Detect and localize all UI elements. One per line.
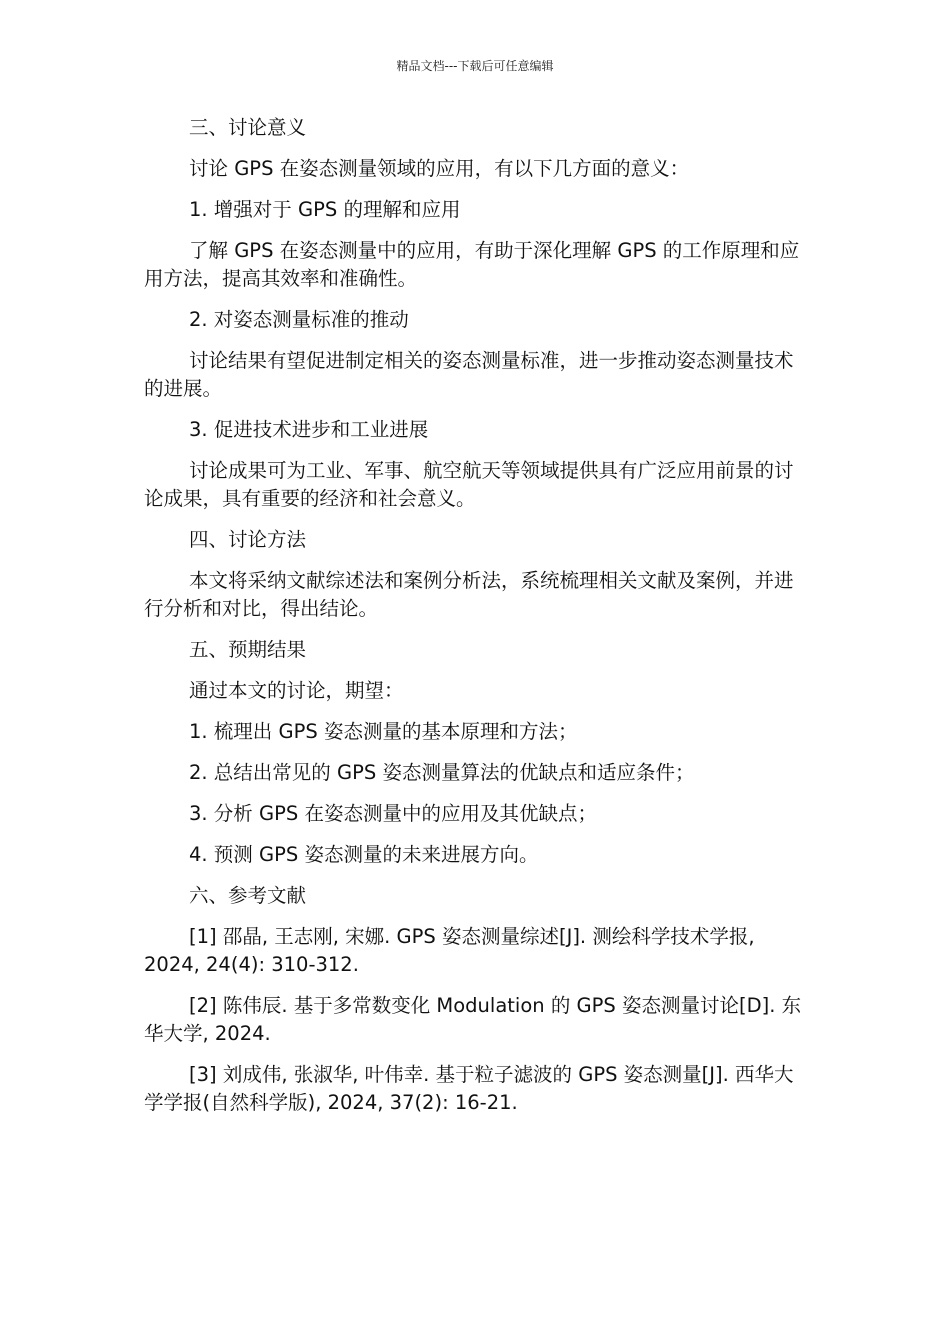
document-body <box>144 114 808 1130</box>
list-item: 3. 促进技术进步和工业进展 <box>189 418 429 441</box>
list-item: 1. 增强对于 GPS 的理解和应用 <box>189 198 461 221</box>
list-item: 1. 梳理出 GPS 姿态测量的基本原理和方法； <box>189 720 578 743</box>
section-heading-references: 六、参考文献 <box>189 884 307 907</box>
paragraph: 讨论 GPS 在姿态测量领域的应用，有以下几方面的意义： <box>189 157 690 180</box>
reference-item: [3] 刘成伟, 张淑华, 叶伟幸. 基于粒子滤波的 GPS 姿态测量[J]. 西华大学学报(自然科学版), 2024, 37(2): 16-21. <box>144 1063 794 1114</box>
section-heading-significance: 三、讨论意义 <box>189 116 307 139</box>
paragraph: 讨论结果有望促进制定相关的姿态测量标准，进一步推动姿态测量技术的进展。 <box>144 349 794 400</box>
list-item: 4. 预测 GPS 姿态测量的未来进展方向。 <box>189 843 539 866</box>
paragraph: 本文将采纳文献综述法和案例分析法，系统梳理相关文献及案例，并进行分析和对比，得出结论。 <box>144 569 794 620</box>
paragraph: 通过本文的讨论，期望： <box>189 679 404 702</box>
reference-item: [1] 邵晶, 王志刚, 宋娜. GPS 姿态测量综述[J]. 测绘科学技术学报, 2024, 24(4): 310-312. <box>144 925 755 976</box>
section-heading-expected-results: 五、预期结果 <box>189 638 307 661</box>
list-item: 2. 对姿态测量标准的推动 <box>189 308 409 331</box>
reference-item: [2] 陈伟辰. 基于多常数变化 Modulation 的 GPS 姿态测量讨论[D]. 东华大学, 2024. <box>144 994 802 1045</box>
list-item: 2. 总结出常见的 GPS 姿态测量算法的优缺点和适应条件； <box>189 761 695 784</box>
page-header: 精品文档---下载后可任意编辑 <box>396 59 554 73</box>
section-heading-methods: 四、讨论方法 <box>189 528 307 551</box>
paragraph: 讨论成果可为工业、军事、航空航天等领域提供具有广泛应用前景的讨论成果，具有重要的经济和社会意义。 <box>144 459 794 510</box>
list-item: 3. 分析 GPS 在姿态测量中的应用及其优缺点； <box>189 802 597 825</box>
paragraph: 了解 GPS 在姿态测量中的应用，有助于深化理解 GPS 的工作原理和应用方法，提高其效率和准确性。 <box>144 239 800 290</box>
